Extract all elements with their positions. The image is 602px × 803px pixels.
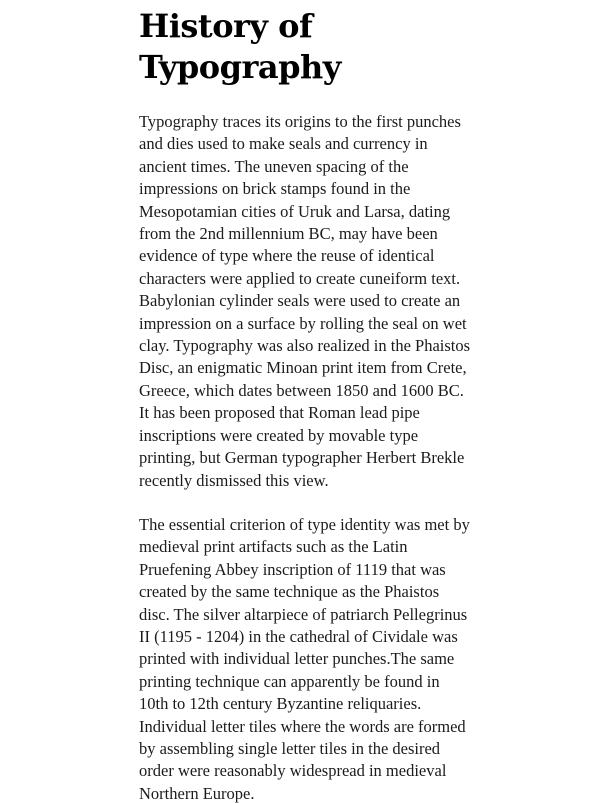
article-body — [139, 111, 475, 803]
article-paragraph-1: Typography traces its origins to the first punches and dies used to make seals and currency in ancient times. The uneven spacing of the impressions on brick stamps found in the Mesopotamian cities of Uruk and Larsa, dating from the 2nd millennium BC, may have been evidence of type where the reuse of identical characters were applied to create cuneiform text. Babylonian cylinder seals were used to create an impression on a surface by rolling the seal on wet clay. Typography was also realized in the Phaistos Disc, an enigmatic Minoan print item from Crete, Greece, which dates between 1850 and 1600 BC. It has been proposed that Roman lead pipe inscriptions were created by movable type printing, but German typographer Herbert Brekle recently dismissed this view. — [139, 112, 471, 490]
article-content — [139, 6, 475, 803]
article-paragraph-2: The essential criterion of type identity was met by medieval print artifacts such as the Latin Pruefening Abbey inscription of 1119 that was created by the same technique as the Phaistos disc. The silver altarpiece of patriarch Pellegrinus II (1195 - 1204) in the cathedral of Cividale was printed with individual letter punches.The same printing technique can apparently be found in 10th to 12th century Byzantine reliquaries. Individual letter tiles where the words are formed by assembling single letter tiles in the desired order were reasonably widespread in medieval Northern Europe. — [139, 514, 470, 803]
page-title: History of Typography — [139, 7, 341, 86]
